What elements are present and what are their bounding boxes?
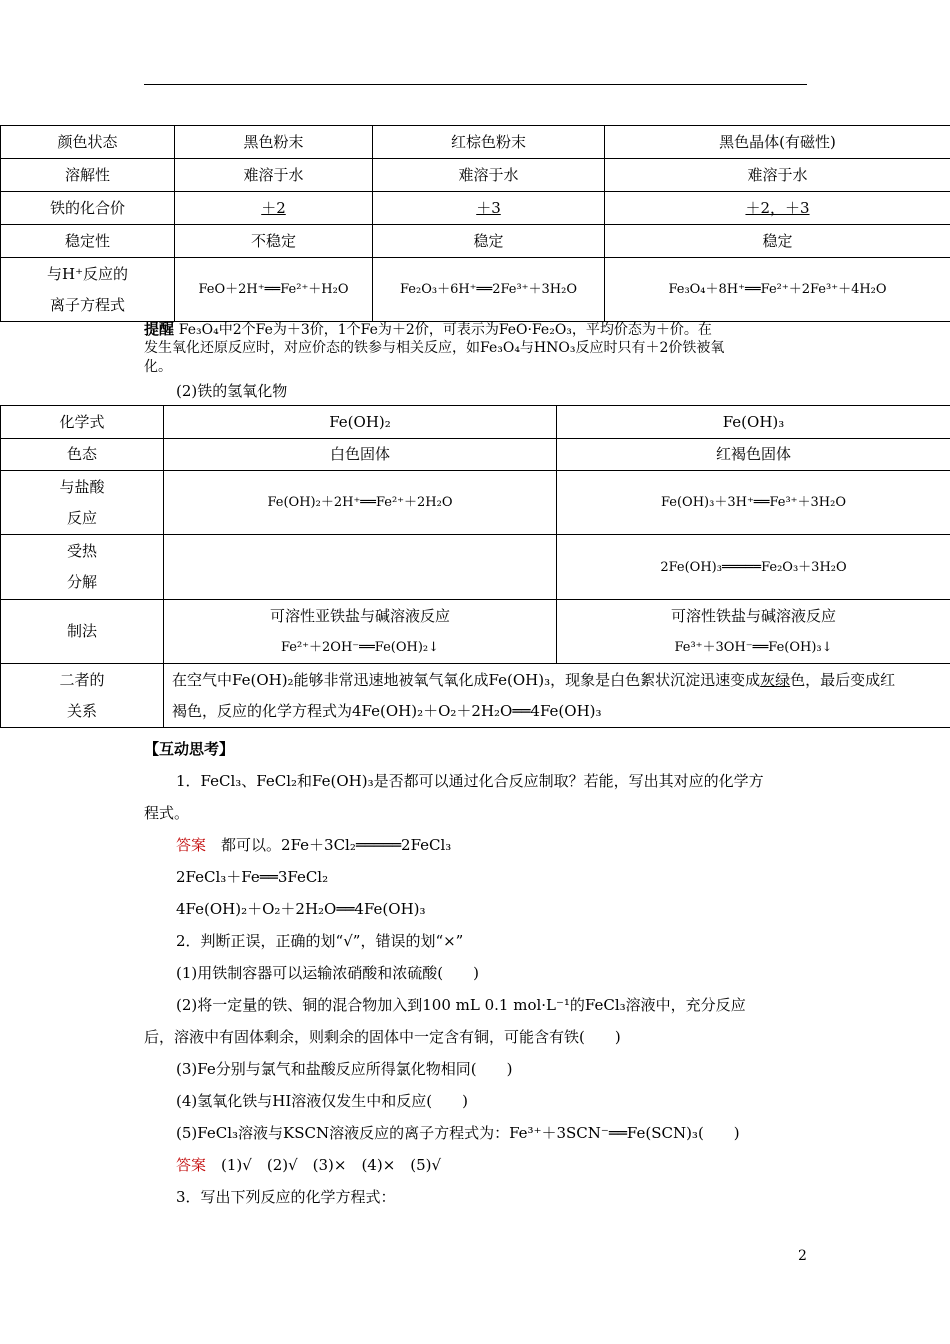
prep-equation: Fe²⁺＋2OH⁻══Fe(OH)₂↓ (280, 639, 440, 655)
table-row (1, 258, 950, 322)
prep-text: 可溶性亚铁盐与碱溶液反应 (269, 606, 450, 625)
relation-line-1 (172, 665, 946, 696)
cell-feo: ＋2 (175, 192, 373, 225)
question-1-cont: 程式。 (144, 804, 190, 822)
cell-feoh2 (164, 600, 557, 664)
row-label-line: 反应 (66, 508, 97, 527)
relation-text: 色，最后变成红 (790, 670, 896, 689)
row-label-line: 受热 (66, 542, 97, 560)
cell-feoh3: 红褐色固体 (557, 439, 950, 471)
tip-line-1 (144, 318, 712, 339)
answer-1-line-3: 4Fe(OH)₂＋O₂＋2H₂O══4Fe(OH)₃ (176, 900, 426, 918)
table-row (1, 126, 950, 159)
table-row (1, 159, 950, 192)
table-row (1, 471, 950, 535)
answer-text: 都可以。2Fe＋3Cl₂═════2FeCl₃ (221, 836, 452, 854)
question-2: 2．判断正误，正确的划“√”，错误的划“×” (176, 932, 464, 950)
table-row (1, 225, 950, 258)
cell-feoh3: 2Fe(OH)₃═════Fe₂O₃＋3H₂O (557, 535, 950, 600)
row-label-line: 离子方程式 (49, 295, 125, 314)
cell-fe3o4: 稳定 (605, 225, 950, 258)
cell-fe3o4: 黑色晶体(有磁性) (605, 126, 950, 159)
row-label-line: 二者的 (59, 670, 105, 689)
cell-feoh2 (164, 535, 557, 600)
row-label-line: 与H⁺反应的 (47, 264, 128, 283)
cell-fe2o3: 难溶于水 (373, 159, 605, 192)
question-2-item-2-cont: 后，溶液中有固体剩余，则剩余的固体中一定含有铜，可能含有铁( ) (144, 1028, 621, 1046)
row-label (1, 258, 175, 322)
think-title: 【互动思考】 (144, 740, 235, 758)
cell-fe2o3: ＋3 (373, 192, 605, 225)
row-label: 稳定性 (1, 225, 175, 258)
table-row (1, 439, 950, 471)
cell-fe3o4: 难溶于水 (605, 159, 950, 192)
table-row (1, 406, 950, 439)
row-label-line: 与盐酸 (59, 477, 105, 496)
table-row (1, 192, 950, 225)
cell-fe2o3: Fe₂O₃＋6H⁺══2Fe³⁺＋3H₂O (373, 258, 605, 322)
row-label-line: 关系 (66, 701, 97, 720)
answer-label: 答案 (176, 836, 207, 854)
cell-feo: 难溶于水 (175, 159, 373, 192)
row-label: 颜色状态 (1, 126, 175, 159)
tip-text: Fe₃O₄中2个Fe为＋3价，1个Fe为＋2价，可表示为FeO·Fe₂O₃，平均价态为＋价。在 (178, 322, 712, 338)
cell-feo: FeO＋2H⁺══Fe²⁺＋H₂O (175, 258, 373, 322)
answer-text: (1)√ (2)√ (3)× (4)× (5)√ (221, 1156, 442, 1174)
question-2-item-4: (4)氢氧化铁与HI溶液仅发生中和反应( ) (176, 1092, 468, 1110)
cell-fe2o3: 稳定 (373, 225, 605, 258)
cell-feoh2: Fe(OH)₂ (164, 406, 557, 439)
row-label: 溶解性 (1, 159, 175, 192)
row-label (1, 535, 164, 600)
row-label: 制法 (1, 600, 164, 664)
answer-1-line-1 (176, 834, 451, 855)
cell-feoh2: Fe(OH)₂＋2H⁺══Fe²⁺＋2H₂O (164, 471, 557, 535)
answer-label: 答案 (176, 1156, 207, 1174)
row-label: 化学式 (1, 406, 164, 439)
section-title: (2)铁的氢氧化物 (176, 382, 288, 400)
iron-oxides-table (0, 125, 950, 322)
row-label-line: 分解 (66, 573, 97, 591)
table-row (1, 600, 950, 664)
cell-feoh2: 白色固体 (164, 439, 557, 471)
question-1: 1．FeCl₃、FeCl₂和Fe(OH)₃是否都可以通过化合反应制取？若能，写出其对应的化学方 (176, 772, 764, 790)
question-3: 3．写出下列反应的化学方程式： (176, 1188, 396, 1206)
tip-label: 提醒 (144, 320, 175, 338)
page-number: 2 (798, 1248, 807, 1264)
question-2-item-1: (1)用铁制容器可以运输浓硝酸和浓硫酸( ) (176, 964, 479, 982)
cell-feoh3: Fe(OH)₃ (557, 406, 950, 439)
row-label: 铁的化合价 (1, 192, 175, 225)
tip-line-3: 化。 (144, 359, 172, 375)
relation-text: 在空气中Fe(OH)₂能够非常迅速地被氧气氧化成Fe(OH)₃，现象是白色絮状沉淀迅速变成 (172, 670, 761, 689)
cell-feo: 黑色粉末 (175, 126, 373, 159)
iron-hydroxides-table (0, 405, 950, 728)
cell-fe3o4: ＋2，＋3 (605, 192, 950, 225)
row-label (1, 471, 164, 535)
cell-feoh3: Fe(OH)₃＋3H⁺══Fe³⁺＋3H₂O (557, 471, 950, 535)
answer-2 (176, 1154, 441, 1175)
row-label: 色态 (1, 439, 164, 471)
prep-text: 可溶性铁盐与碱溶液反应 (670, 606, 836, 625)
question-2-item-3: (3)Fe分别与氯气和盐酸反应所得氯化物相同( ) (176, 1060, 513, 1078)
cell-fe2o3: 红棕色粉末 (373, 126, 605, 159)
relation-cell (164, 664, 950, 728)
header-rule (144, 84, 807, 85)
relation-underlined: 灰绿 (760, 670, 791, 689)
cell-feo: 不稳定 (175, 225, 373, 258)
question-2-item-2: (2)将一定量的铁、铜的混合物加入到100 mL 0.1 mol·L⁻¹的FeCl₃溶液中，充分反应 (176, 996, 746, 1014)
question-2-item-5: (5)FeCl₃溶液与KSCN溶液反应的离子方程式为：Fe³⁺＋3SCN⁻══Fe(SCN)₃( ) (176, 1124, 740, 1142)
answer-1-line-2: 2FeCl₃＋Fe══3FeCl₂ (176, 868, 329, 886)
row-label (1, 664, 164, 728)
cell-fe3o4: Fe₃O₄＋8H⁺══Fe²⁺＋2Fe³⁺＋4H₂O (605, 258, 950, 322)
cell-feoh3 (557, 600, 950, 664)
prep-equation: Fe³⁺＋3OH⁻══Fe(OH)₃↓ (674, 639, 833, 655)
table-row (1, 664, 950, 728)
tip-line-2: 发生氧化还原反应时，对应价态的铁参与相关反应，如Fe₃O₄与HNO₃反应时只有＋2价铁被氧 (144, 340, 725, 356)
table-row (1, 535, 950, 600)
relation-line-2: 褐色，反应的化学方程式为4Fe(OH)₂＋O₂＋2H₂O══4Fe(OH)₃ (172, 701, 602, 720)
